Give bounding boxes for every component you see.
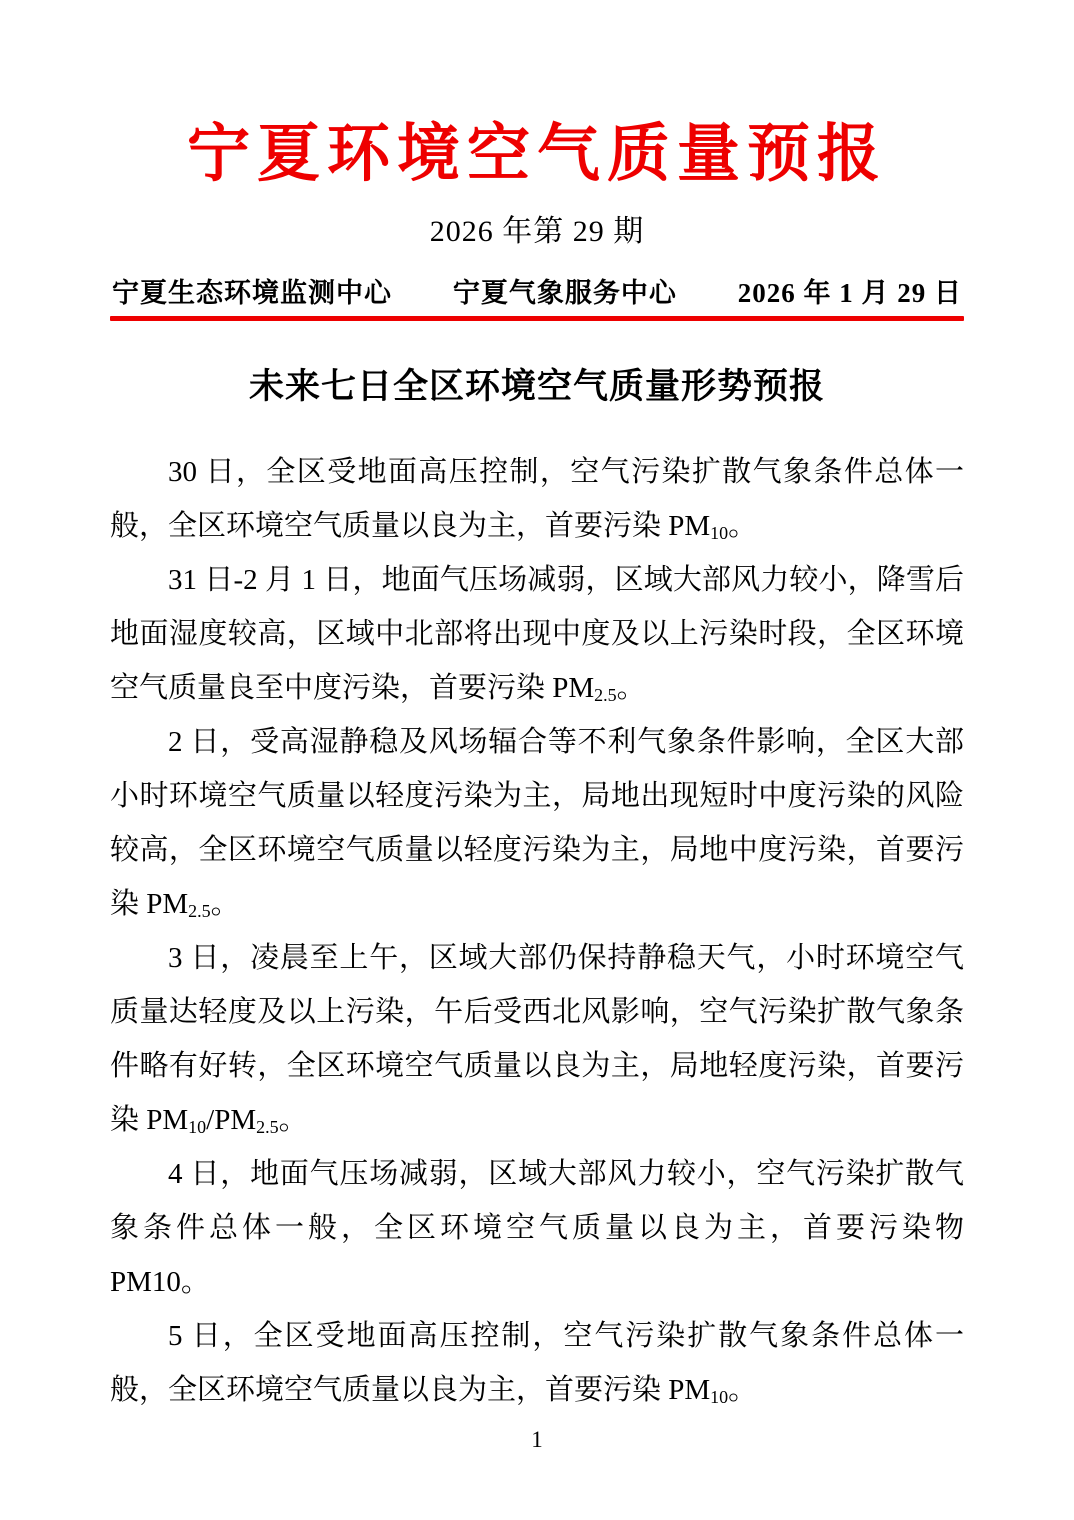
forecast-paragraph-day-30: 30 日，全区受地面高压控制，空气污染扩散气象条件总体一般，全区环境空气质量以良为主，首要污染 $PM_{10}$。	[110, 456, 964, 543]
masthead-center-org: 宁夏气象服务中心	[452, 278, 677, 308]
forecast-paragraph-day-3: 3 日，凌晨至上午，区域大部仍保持静稳天气，小时环境空气质量达轻度及以上污染，午后受西北风影响，空气污染扩散气象条件略有好转，全区环境空气质量以良为主，局地轻度污染，首要污染 $PM_{10}/PM_{2.5}$。	[110, 942, 964, 1137]
forecast-body	[110, 445, 964, 1417]
page-number: 1	[531, 1427, 543, 1452]
forecast-paragraph-day-2: 2 日，受高湿静稳及风场辐合等不利气象条件影响，全区大部小时环境空气质量以轻度污染为主，局地出现短时中度污染的风险较高，全区环境空气质量以轻度污染为主，局地中度污染，首要污染 $PM_{2.5}$。	[110, 726, 964, 921]
masthead-date: 2026 年 1 月 29 日	[737, 278, 962, 308]
document-content	[110, 0, 964, 1417]
forecast-paragraph-day-4: 4 日，地面气压场减弱，区域大部风力较小，空气污染扩散气象条件总体一般，全区环境空气质量以良为主，首要污染物 PM10。	[110, 1158, 964, 1298]
issue-number: 2026 年第 29 期	[429, 215, 645, 248]
red-divider-rule	[110, 316, 964, 321]
document-title: 宁夏环境空气质量预报	[187, 119, 887, 189]
section-title: 未来七日全区环境空气质量形势预报	[248, 367, 825, 406]
forecast-paragraph-day-31-to-feb-1: 31 日-2 月 1 日，地面气压场减弱，区域大部风力较小，降雪后地面湿度较高，区域中北部将出现中度及以上污染时段，全区环境空气质量良至中度污染，首要污染 $PM_{2.5}$。	[110, 564, 964, 705]
masthead-left-org: 宁夏生态环境监测中心	[112, 278, 392, 308]
forecast-paragraph-day-5: 5 日，全区受地面高压控制，空气污染扩散气象条件总体一般，全区环境空气质量以良为主，首要污染 $PM_{10}$。	[110, 1320, 964, 1407]
masthead	[110, 278, 964, 316]
